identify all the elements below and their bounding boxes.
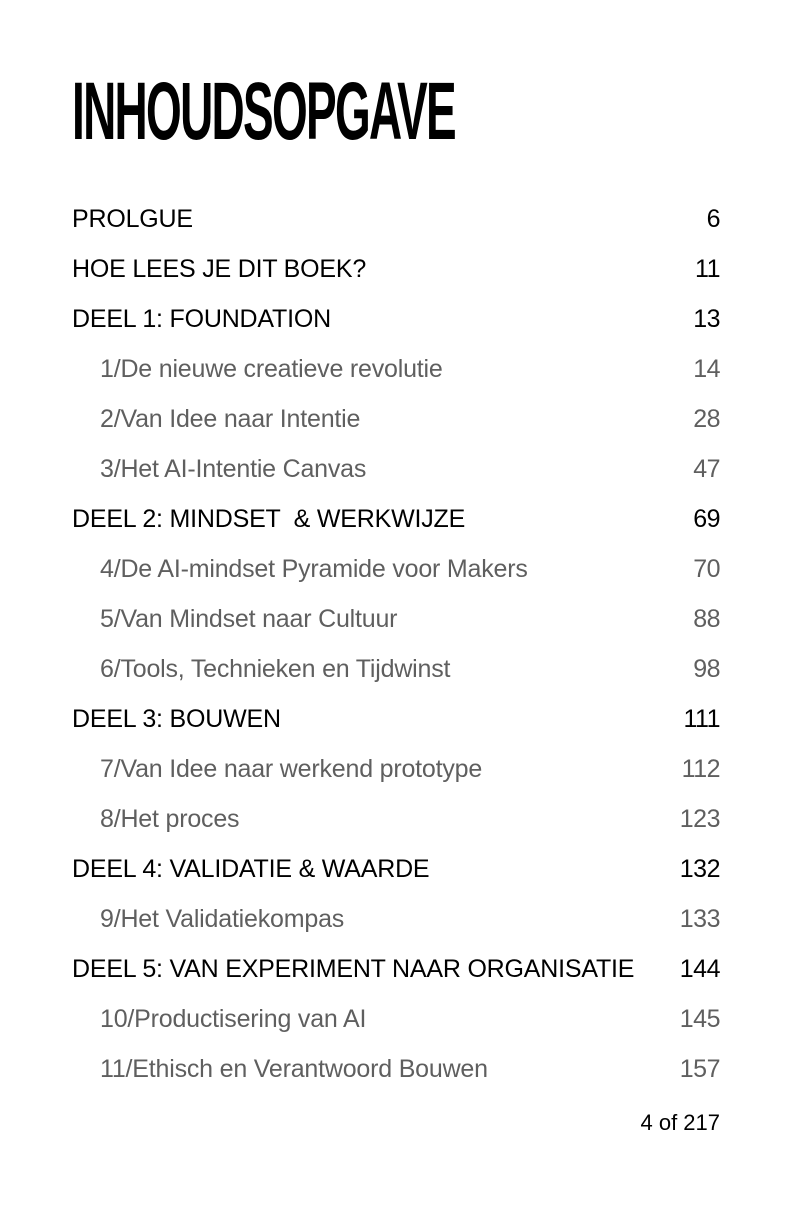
toc-entry-label: 3/Het AI-Intentie Canvas: [100, 454, 367, 483]
toc-entry-deel-5[interactable]: [72, 944, 720, 994]
toc-entry-page-number: 144: [679, 954, 720, 983]
toc-entry-chapter-7[interactable]: [72, 744, 720, 794]
toc-entry-chapter-4[interactable]: [72, 544, 720, 594]
toc-entry-label: DEEL 1: FOUNDATION: [72, 304, 331, 333]
toc-entry-label: 1/De nieuwe creatieve revolutie: [100, 354, 443, 383]
toc-entry-chapter-6[interactable]: [72, 644, 720, 694]
toc-entry-page-number: 98: [693, 654, 720, 683]
toc-entry-hoe-lees-je-dit-boek[interactable]: [72, 244, 720, 294]
toc-entry-chapter-10[interactable]: [72, 994, 720, 1044]
toc-entry-chapter-8[interactable]: [72, 794, 720, 844]
toc-entry-label: 6/Tools, Technieken en Tijdwinst: [100, 654, 451, 683]
toc-entry-page-number: 88: [693, 604, 720, 633]
toc-entry-label: 7/Van Idee naar werkend prototype: [100, 754, 483, 783]
toc-entry-deel-4[interactable]: [72, 844, 720, 894]
toc-entry-page-number: 157: [679, 1054, 720, 1083]
toc-entry-page-number: 28: [693, 404, 720, 433]
toc-entry-chapter-9[interactable]: [72, 894, 720, 944]
toc-entry-label: 5/Van Mindset naar Cultuur: [100, 604, 398, 633]
toc-entry-label: DEEL 2: MINDSET & WERKWIJZE: [72, 504, 466, 533]
toc-entry-page-number: 11: [695, 254, 720, 283]
toc-entry-chapter-11[interactable]: [72, 1044, 720, 1094]
page-title: INHOUDSOPGAVE: [72, 66, 455, 157]
toc-entry-deel-2[interactable]: [72, 494, 720, 544]
toc-entry-chapter-3[interactable]: [72, 444, 720, 494]
toc-entry-chapter-1[interactable]: [72, 344, 720, 394]
toc-entry-prologue[interactable]: [72, 194, 720, 244]
toc-entry-chapter-5[interactable]: [72, 594, 720, 644]
toc-entry-deel-1[interactable]: [72, 294, 720, 344]
toc-entry-page-number: 13: [693, 304, 720, 333]
toc-entry-page-number: 132: [679, 854, 720, 883]
toc-entry-label: 11/Ethisch en Verantwoord Bouwen: [100, 1054, 488, 1083]
toc-entry-label: 8/Het proces: [100, 804, 240, 833]
toc-entry-page-number: 145: [679, 1004, 720, 1033]
toc-entry-page-number: 69: [693, 504, 720, 533]
toc-entry-page-number: 123: [679, 804, 720, 833]
toc-entry-label: DEEL 5: VAN EXPERIMENT NAAR ORGANISATIE: [72, 954, 635, 983]
toc-entry-label: 2/Van Idee naar Intentie: [100, 404, 361, 433]
toc-entry-page-number: 70: [693, 554, 720, 583]
page-indicator: 4 of 217: [640, 1110, 720, 1135]
table-of-contents: [72, 194, 720, 1094]
toc-entry-deel-3[interactable]: [72, 694, 720, 744]
toc-entry-page-number: 6: [706, 204, 720, 233]
toc-entry-label: HOE LEES JE DIT BOEK?: [72, 254, 367, 283]
toc-entry-label: 4/De AI-mindset Pyramide voor Makers: [100, 554, 528, 583]
toc-entry-label: 10/Productisering van AI: [100, 1004, 367, 1033]
toc-entry-page-number: 112: [681, 754, 720, 783]
toc-entry-label: DEEL 4: VALIDATIE & WAARDE: [72, 854, 430, 883]
toc-entry-label: 9/Het Validatiekompas: [100, 904, 345, 933]
toc-entry-chapter-2[interactable]: [72, 394, 720, 444]
toc-entry-page-number: 14: [693, 354, 720, 383]
toc-entry-label: PROLGUE: [72, 204, 193, 233]
toc-entry-page-number: 47: [693, 454, 720, 483]
toc-entry-page-number: 133: [679, 904, 720, 933]
toc-entry-label: DEEL 3: BOUWEN: [72, 704, 281, 733]
toc-entry-page-number: 111: [683, 704, 720, 733]
